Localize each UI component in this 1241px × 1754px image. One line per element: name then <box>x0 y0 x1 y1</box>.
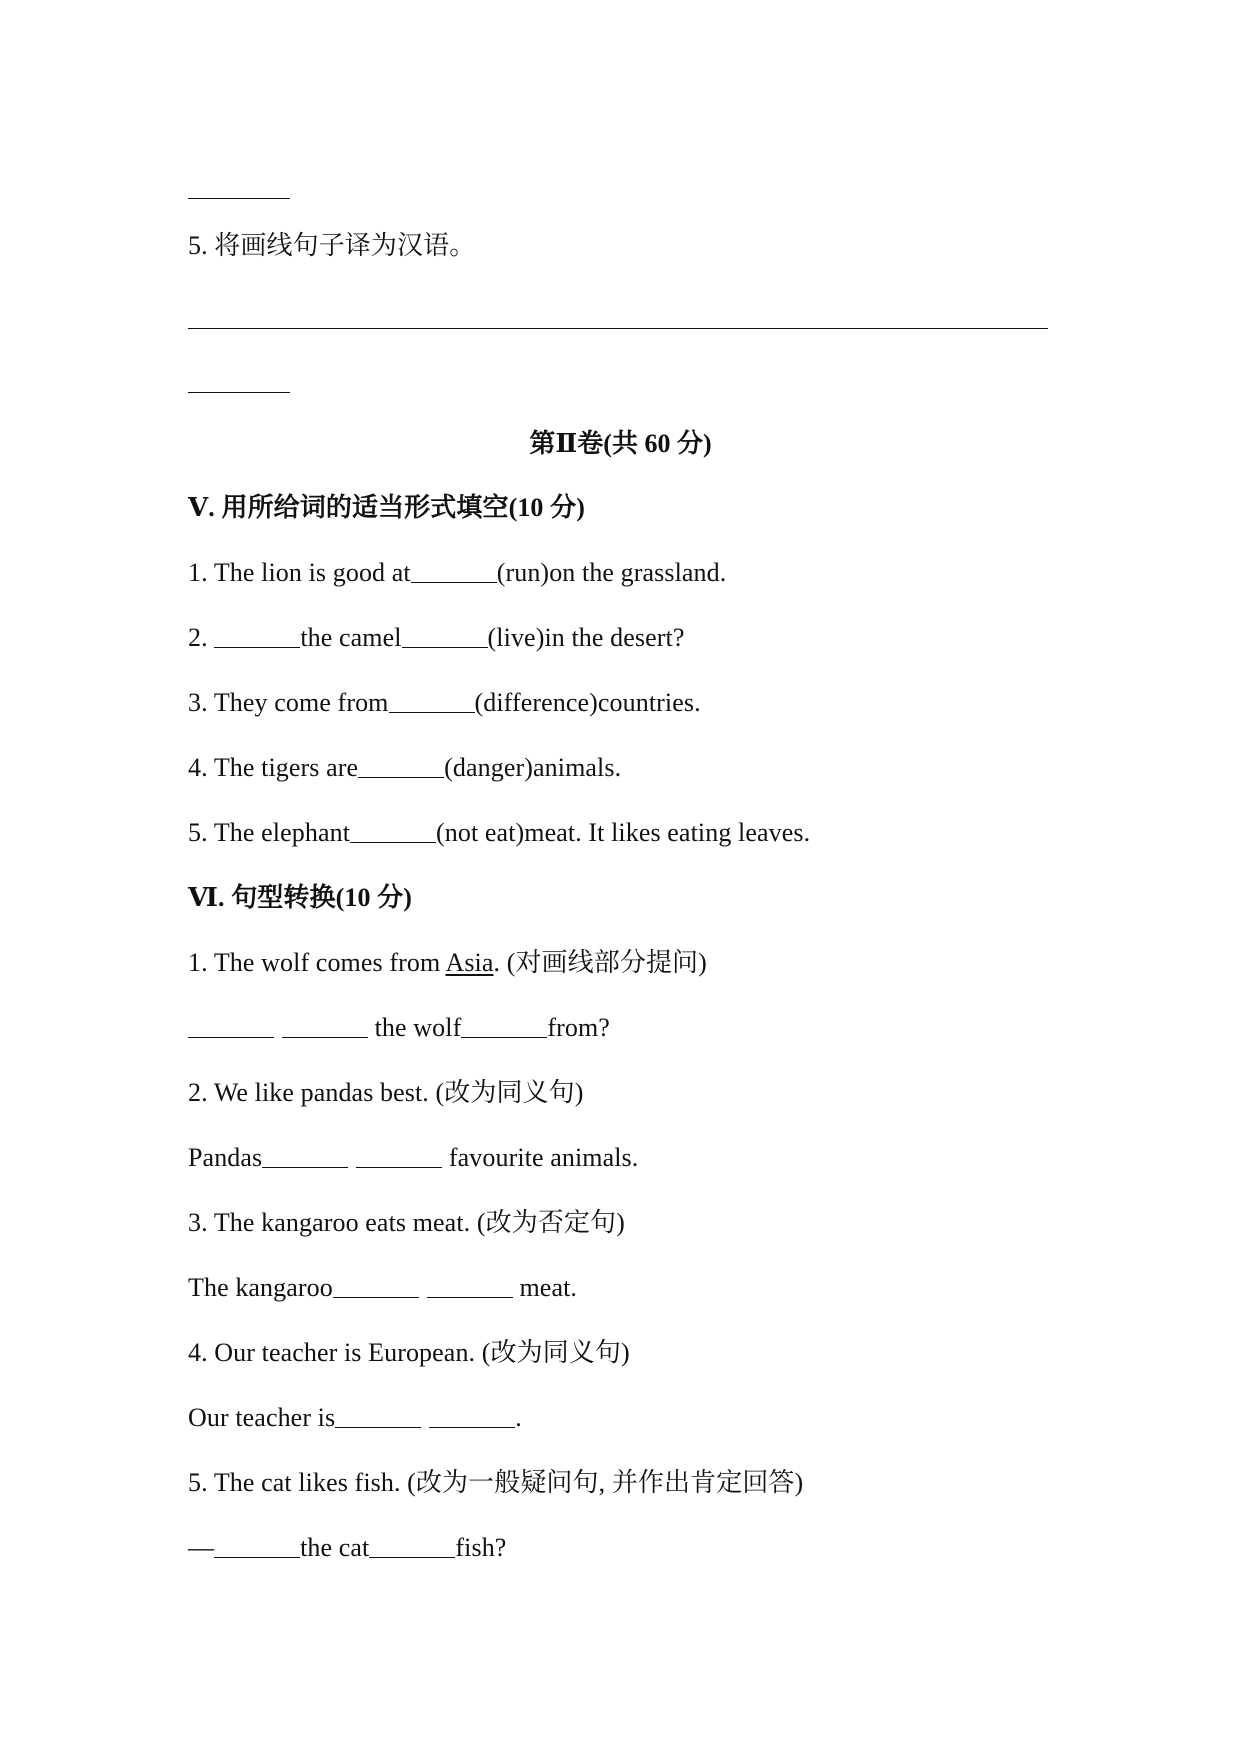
answer-text: . <box>515 1403 522 1432</box>
exercise-6-answer-3 <box>188 1268 577 1308</box>
answer-text: the wolf <box>368 1013 462 1042</box>
answer-blank[interactable] <box>411 556 497 583</box>
answer-blank[interactable] <box>335 1401 421 1428</box>
question-text: . (对画线部分提问) <box>493 948 707 977</box>
question-5-translate: 5. 将画线句子译为汉语。 <box>188 231 476 260</box>
answer-blank[interactable] <box>402 621 488 648</box>
answer-blank[interactable] <box>358 751 444 778</box>
item-text: 2. <box>188 623 215 652</box>
item-text: the camel <box>300 623 402 652</box>
answer-text: favourite animals. <box>442 1143 639 1172</box>
exercise-5-item-2 <box>188 618 684 658</box>
item-text: 1. The lion is good at <box>188 558 411 587</box>
answer-blank[interactable] <box>427 1271 513 1298</box>
answer-blank[interactable] <box>282 1011 368 1038</box>
answer-text: The kangaroo <box>188 1273 333 1302</box>
answer-text: fish? <box>455 1533 507 1562</box>
item-text: 5. The elephant <box>188 818 351 847</box>
item-text: (difference)countries. <box>474 688 701 717</box>
answer-line-long <box>188 328 1048 329</box>
section-6-heading: Ⅵ. 句型转换(10 分) <box>188 883 413 912</box>
answer-text: from? <box>547 1013 610 1042</box>
question-text: 1. The wolf comes from <box>188 948 446 977</box>
answer-blank[interactable] <box>333 1271 419 1298</box>
exercise-6-question-4: 4. Our teacher is European. (改为同义句) <box>188 1338 630 1367</box>
answer-blank[interactable] <box>214 1531 300 1558</box>
underlined-word: Asia <box>445 948 494 977</box>
exercise-5-item-1 <box>188 553 726 593</box>
section-5-heading: Ⅴ. 用所给词的适当形式填空(10 分) <box>188 493 585 522</box>
answer-blank[interactable] <box>461 1011 547 1038</box>
answer-blank[interactable] <box>350 816 436 843</box>
item-text: (danger)animals. <box>444 753 622 782</box>
item-text: (not eat)meat. It likes eating leaves. <box>436 818 811 847</box>
exercise-6-question-3: 3. The kangaroo eats meat. (改为否定句) <box>188 1208 625 1237</box>
answer-text: Our teacher is <box>188 1403 336 1432</box>
exercise-6-question-1 <box>188 943 707 983</box>
answer-text: the cat <box>300 1533 370 1562</box>
exercise-5-item-5 <box>188 813 810 853</box>
answer-blank[interactable] <box>262 1141 348 1168</box>
item-text: (run)on the grassland. <box>496 558 727 587</box>
answer-text: meat. <box>512 1273 578 1302</box>
answer-blank[interactable] <box>429 1401 515 1428</box>
answer-blank[interactable] <box>369 1531 455 1558</box>
answer-line-short <box>188 392 290 393</box>
item-text: 4. The tigers are <box>188 753 359 782</box>
item-text: 3. They come from <box>188 688 389 717</box>
exercise-5-item-3 <box>188 683 701 723</box>
answer-blank[interactable] <box>356 1141 442 1168</box>
exercise-6-question-5: 5. The cat likes fish. (改为一般疑问句, 并作出肯定回答) <box>188 1468 804 1497</box>
exercise-5-item-4 <box>188 748 621 788</box>
item-text: (live)in the desert? <box>487 623 685 652</box>
answer-line-short <box>188 198 290 199</box>
answer-blank[interactable] <box>389 686 475 713</box>
answer-text: Pandas <box>188 1143 263 1172</box>
exercise-6-answer-2 <box>188 1138 638 1178</box>
exercise-6-answer-1 <box>188 1008 610 1048</box>
answer-blank[interactable] <box>188 1011 274 1038</box>
answer-blank[interactable] <box>214 621 300 648</box>
exercise-6-question-2: 2. We like pandas best. (改为同义句) <box>188 1078 584 1107</box>
exercise-6-answer-5 <box>188 1528 506 1568</box>
answer-text: — <box>188 1533 215 1562</box>
part-2-heading: 第Ⅱ卷(共 60 分) <box>529 429 712 458</box>
exercise-6-answer-4 <box>188 1398 522 1438</box>
